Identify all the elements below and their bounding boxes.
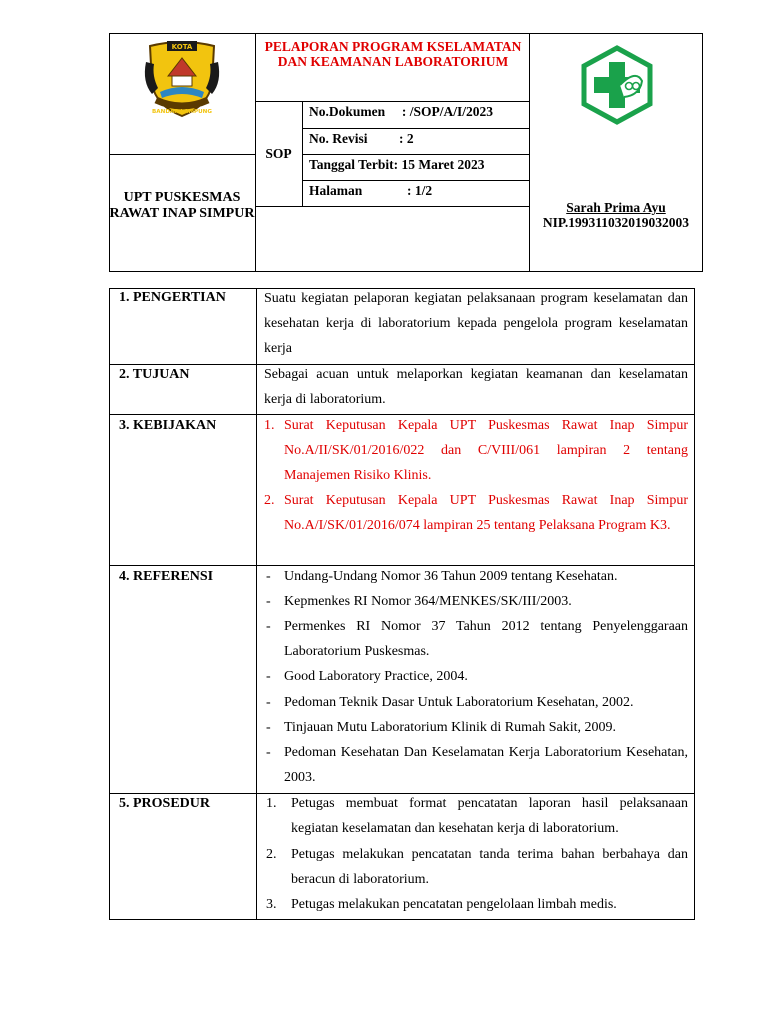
section-label-pengertian: 1. PENGERTIAN: [119, 290, 226, 305]
header-divider: [255, 101, 530, 102]
header-divider: [109, 154, 256, 155]
city-logo: [142, 36, 222, 120]
issue-date: Tanggal Terbit: 15 Maret 2023: [309, 157, 485, 172]
doc-number-value: : /SOP/A/I/2023: [401, 104, 494, 119]
section-label-referensi: 4. REFERENSI: [119, 569, 214, 584]
sop-label: SOP: [265, 146, 292, 161]
section-label-prosedur: 5. PROSEDUR: [119, 796, 211, 811]
section-label-kebijakan: 3. KEBIJAKAN: [119, 418, 217, 433]
pengertian-text: Suatu kegiatan pelaporan kegiatan pelaksanaan program keselamatan dan kesehatan kerja di laboratorium kepada pengelola program keselamatan kerja: [264, 291, 688, 356]
signer-name: Sarah Prima Ayu: [566, 200, 666, 215]
doc-number-row: [309, 104, 493, 120]
signer-block: [529, 200, 703, 230]
list-item: 1. Surat Keputusan Kepala UPT Puskesmas Rawat Inap Simpur No.A/II/SK/01/2016/022 dan C/VIII/061 lampiran 2 tentang Manajemen Risiko Klinis.: [264, 418, 688, 483]
logo-text-top: KOTA: [171, 43, 193, 51]
puskesmas-logo: [580, 45, 654, 125]
doc-number-label: No.Dokumen: [309, 104, 386, 119]
header-divider: [302, 180, 530, 181]
page-row: [309, 183, 432, 199]
revision-label: No. Revisi: [309, 131, 368, 146]
page-label: Halaman: [309, 183, 363, 198]
signer-nip: NIP.199311032019032003: [542, 215, 690, 230]
institution-name: UPT PUSKESMAS RAWAT INAP SIMPUR: [109, 190, 255, 221]
header-divider: [302, 128, 530, 129]
header-divider: [529, 33, 530, 272]
document-title: PELAPORAN PROGRAM KSELAMATAN DAN KEAMANAN LABORATORIUM: [264, 39, 522, 69]
section-label-tujuan: 2. TUJUAN: [119, 367, 190, 382]
header-divider: [302, 154, 530, 155]
list-item: 2. Surat Keputusan Kepala UPT Puskesmas Rawat Inap Simpur No.A/I/SK/01/2016/074 lampiran 25 tentang Pelaksana Program K3.: [264, 493, 688, 533]
revision-value: : 2: [399, 131, 414, 146]
revision-row: [309, 131, 414, 147]
header-divider: [255, 206, 530, 207]
tujuan-text: Sebagai acuan untuk melaporkan kegiatan keamanan dan keselamatan kerja di laboratorium.: [264, 367, 688, 407]
content-divider: [256, 288, 257, 920]
page-value: : 1/2: [407, 183, 433, 198]
logo-text-bottom: BANDAR LAMPUNG: [152, 109, 212, 115]
